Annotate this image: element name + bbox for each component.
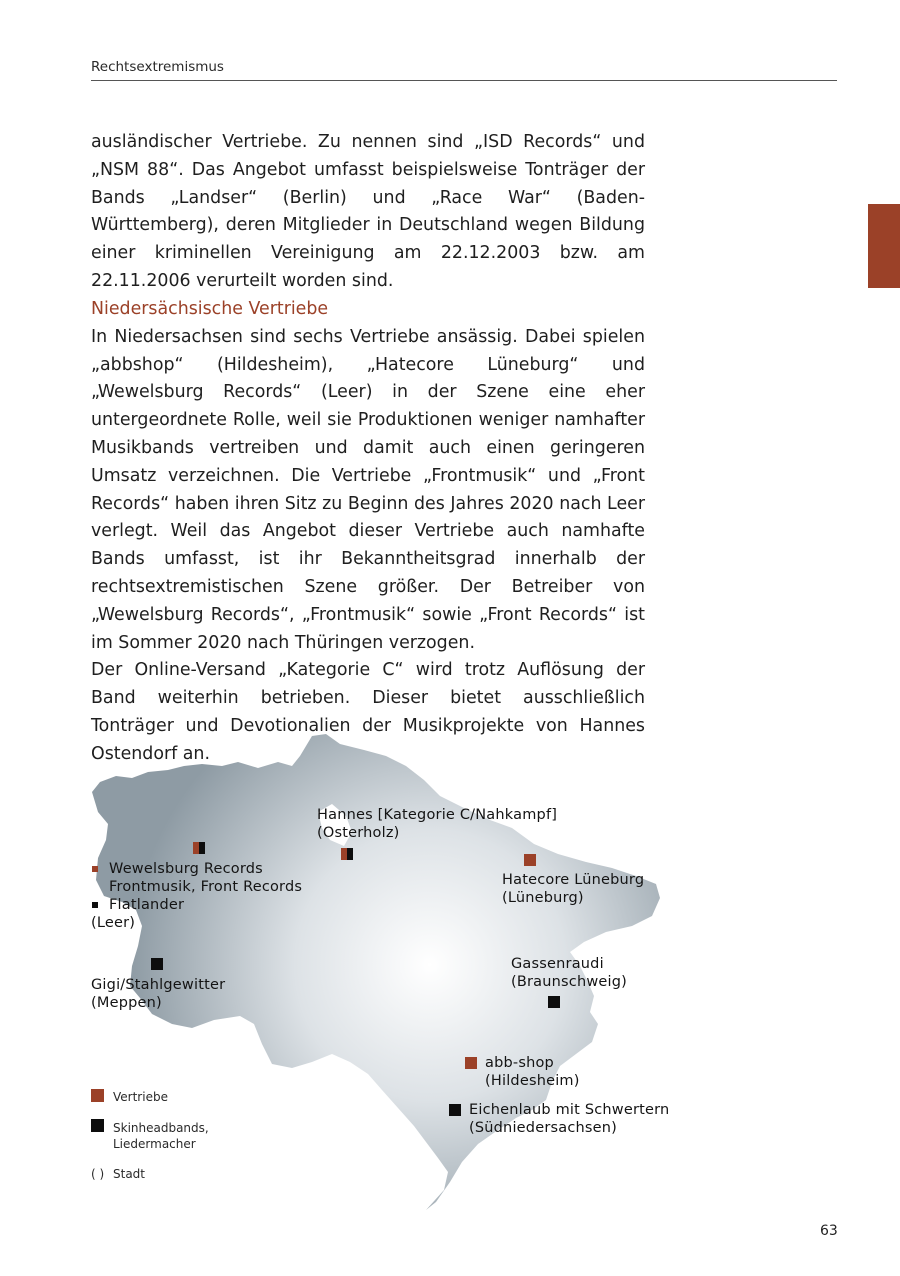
legend-vertriebe-swatch (91, 1089, 104, 1102)
label-abb-shop: abb-shop (485, 1055, 554, 1071)
legend-vertriebe: Vertriebe (113, 1090, 168, 1104)
section-niedersachsen (91, 296, 645, 769)
label-braunschweig-city: (Braunschweig) (511, 974, 628, 990)
marker-lueneburg (524, 854, 536, 866)
marker-hildesheim (465, 1057, 477, 1069)
label-flatlander: Flatlander (109, 897, 185, 913)
label-osterholz-city: (Osterholz) (317, 825, 400, 841)
page-number: 63 (820, 1223, 838, 1239)
section-heading: Niedersächsische Vertriebe (91, 299, 329, 319)
marker-meppen (151, 958, 163, 970)
bullet-band (92, 902, 98, 908)
label-hannes: Hannes [Kategorie C/Nahkampf] (317, 807, 558, 823)
label-meppen-city: (Meppen) (91, 995, 162, 1011)
marker-leer (193, 842, 205, 854)
label-suedniedersachsen-city: (Südniedersachsen) (469, 1120, 618, 1136)
map-shape (0, 720, 900, 1230)
legend-bands-swatch (91, 1119, 104, 1132)
label-lueneburg-city: (Lüneburg) (502, 890, 584, 906)
marker-braunschweig (548, 996, 560, 1008)
label-hildesheim-city: (Hildesheim) (485, 1073, 580, 1089)
label-gassenraudi: Gassenraudi (511, 956, 604, 972)
marker-suedniedersachsen (449, 1104, 461, 1116)
label-leer-city: (Leer) (91, 915, 136, 931)
intro-paragraph: ausländischer Vertriebe. Zu nennen sind „ISD Records“ und „NSM 88“. Das Angebot umfasst beispielsweise Tonträger der Bands „Landser“ (Berlin) und „Race War“ (Baden-Württemberg), deren Mitglieder in Deutschland wegen Bildung einer kriminellen Vereinigung am 22.12.2003 bzw. am 22.11.2006 verurteilt worden sind. (91, 132, 645, 291)
label-eichenlaub: Eichenlaub mit Schwertern (469, 1102, 670, 1118)
marker-osterholz (341, 848, 353, 860)
bullet-vertrieb (92, 866, 98, 872)
intro-paragraph-block (91, 129, 645, 296)
section-paragraph-1: In Niedersachsen sind sechs Vertriebe ansässig. Dabei spielen „abbshop“ (Hildesheim), „Hatecore Lüneburg“ und „Wewelsburg Records“ (Leer) in der Szene eine eher untergeordnete Rolle, weil sie Produktionen weniger namhafter Musikbands vertreiben und damit auch einen geringeren Umsatz verzeichnen. Die Vertriebe „Frontmusik“ und „Front Records“ haben ihren Sitz zu Beginn des Jahres 2020 nach Leer verlegt. Weil das Angebot dieser Vertriebe auch namhafte Bands umfasst, ist ihr Bekanntheitsgrad innerhalb der rechtsextremistischen Szene größer. Der Betreiber von „Wewelsburg Records“, „Frontmusik“ sowie „Front Records“ ist im Sommer 2020 nach Thüringen verzogen. (91, 326, 645, 653)
legend-bands-line1: Skinheadbands, (113, 1121, 209, 1135)
legend-stadt-symbol: ( ) (91, 1167, 105, 1181)
label-frontmusik: Frontmusik, Front Records (109, 879, 303, 895)
chapter-tab-marker (868, 204, 900, 288)
label-hatecore: Hatecore Lüneburg (502, 872, 645, 888)
legend-bands-line2: Liedermacher (113, 1137, 196, 1151)
niedersachsen-map (0, 720, 900, 1230)
label-gigi: Gigi/Stahlgewitter (91, 977, 226, 993)
label-wewelsburg: Wewelsburg Records (109, 861, 263, 877)
section-paragraph-2: Der Online-Versand „Kategorie C“ wird trotz Auflösung der Band weiterhin betrieben. Dieser bietet ausschließlich Tonträger und Devotionalien der Musikprojekte von Hannes Ostendorf an. (91, 660, 645, 764)
running-header: Rechtsextremismus (91, 59, 837, 81)
legend-stadt: Stadt (113, 1167, 145, 1181)
